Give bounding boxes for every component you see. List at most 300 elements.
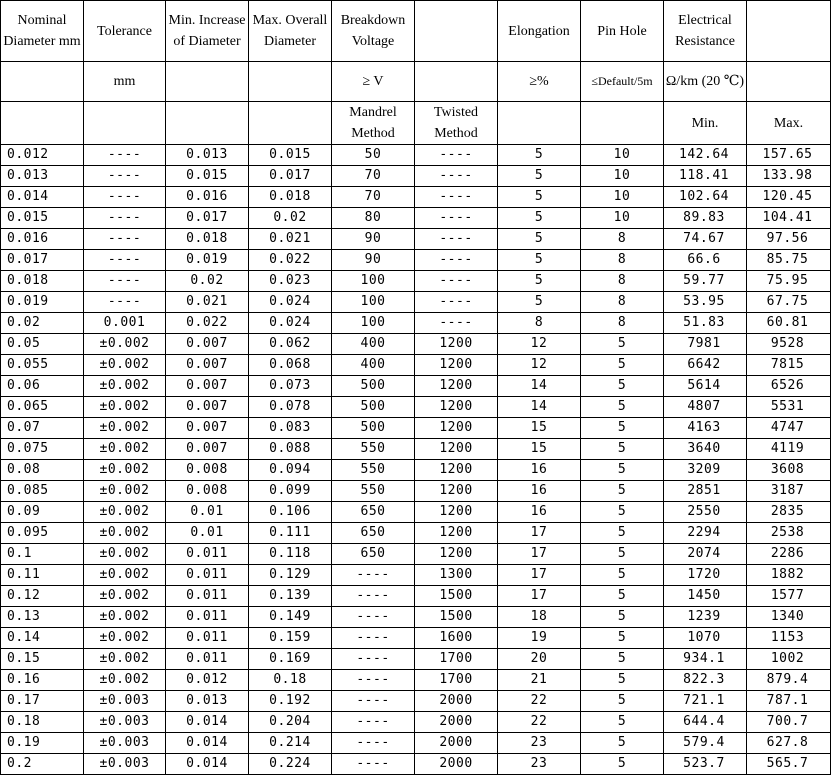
cell-nominal-diameter: 0.07 xyxy=(1,418,84,439)
cell-nominal-diameter: 0.016 xyxy=(1,229,84,250)
header-electrical-resistance: Electrical Resistance xyxy=(664,1,747,62)
table-row xyxy=(1,376,831,397)
table-row xyxy=(1,607,831,628)
cell-resistance-min: 2550 xyxy=(664,502,747,523)
cell-max-overall: 0.111 xyxy=(249,523,332,544)
cell-pin-hole: 5 xyxy=(581,544,664,565)
cell-tolerance: ---- xyxy=(84,145,166,166)
cell-nominal-diameter: 0.085 xyxy=(1,481,84,502)
cell-pin-hole: 5 xyxy=(581,649,664,670)
cell-pin-hole: 5 xyxy=(581,670,664,691)
cell-mandrel-voltage: 400 xyxy=(332,334,415,355)
cell-nominal-diameter: 0.014 xyxy=(1,187,84,208)
header-blank xyxy=(581,102,664,145)
table-row xyxy=(1,397,831,418)
cell-resistance-min: 3640 xyxy=(664,439,747,460)
cell-resistance-max: 879.4 xyxy=(747,670,831,691)
cell-max-overall: 0.099 xyxy=(249,481,332,502)
cell-elongation: 22 xyxy=(498,691,581,712)
cell-tolerance: ±0.002 xyxy=(84,502,166,523)
cell-mandrel-voltage: ---- xyxy=(332,712,415,733)
cell-twisted-voltage: 1700 xyxy=(415,649,498,670)
cell-min-increase: 0.022 xyxy=(166,313,249,334)
cell-resistance-min: 2851 xyxy=(664,481,747,502)
cell-resistance-min: 7981 xyxy=(664,334,747,355)
header-blank xyxy=(747,62,831,102)
cell-nominal-diameter: 0.019 xyxy=(1,292,84,313)
cell-elongation: 20 xyxy=(498,649,581,670)
cell-resistance-min: 142.64 xyxy=(664,145,747,166)
table-row xyxy=(1,418,831,439)
cell-mandrel-voltage: 50 xyxy=(332,145,415,166)
cell-mandrel-voltage: 500 xyxy=(332,397,415,418)
cell-nominal-diameter: 0.06 xyxy=(1,376,84,397)
header-min-increase: Min. Increase of Diameter xyxy=(166,1,249,62)
header-blank xyxy=(747,1,831,62)
cell-tolerance: ---- xyxy=(84,250,166,271)
header-blank xyxy=(249,62,332,102)
header-max-overall: Max. Overall Diameter xyxy=(249,1,332,62)
cell-resistance-max: 700.7 xyxy=(747,712,831,733)
cell-mandrel-voltage: ---- xyxy=(332,649,415,670)
header-blank xyxy=(84,102,166,145)
cell-twisted-voltage: ---- xyxy=(415,250,498,271)
cell-nominal-diameter: 0.015 xyxy=(1,208,84,229)
cell-resistance-max: 2286 xyxy=(747,544,831,565)
table-row xyxy=(1,523,831,544)
cell-tolerance: ---- xyxy=(84,229,166,250)
cell-tolerance: ±0.002 xyxy=(84,544,166,565)
cell-min-increase: 0.008 xyxy=(166,481,249,502)
cell-mandrel-voltage: ---- xyxy=(332,607,415,628)
table-row xyxy=(1,565,831,586)
cell-twisted-voltage: ---- xyxy=(415,292,498,313)
cell-elongation: 5 xyxy=(498,292,581,313)
cell-pin-hole: 10 xyxy=(581,166,664,187)
cell-nominal-diameter: 0.02 xyxy=(1,313,84,334)
cell-elongation: 5 xyxy=(498,229,581,250)
cell-min-increase: 0.007 xyxy=(166,439,249,460)
cell-mandrel-voltage: ---- xyxy=(332,691,415,712)
cell-min-increase: 0.007 xyxy=(166,376,249,397)
header-row-2 xyxy=(1,62,831,102)
cell-min-increase: 0.014 xyxy=(166,712,249,733)
header-resistance-unit: Ω/km (20 ℃) xyxy=(664,62,747,102)
cell-min-increase: 0.013 xyxy=(166,145,249,166)
cell-pin-hole: 10 xyxy=(581,145,664,166)
table-row xyxy=(1,502,831,523)
cell-max-overall: 0.204 xyxy=(249,712,332,733)
cell-tolerance: ---- xyxy=(84,292,166,313)
cell-resistance-min: 1070 xyxy=(664,628,747,649)
cell-resistance-min: 644.4 xyxy=(664,712,747,733)
cell-pin-hole: 5 xyxy=(581,691,664,712)
cell-resistance-min: 1450 xyxy=(664,586,747,607)
cell-mandrel-voltage: ---- xyxy=(332,586,415,607)
cell-tolerance: ---- xyxy=(84,166,166,187)
cell-max-overall: 0.021 xyxy=(249,229,332,250)
cell-nominal-diameter: 0.09 xyxy=(1,502,84,523)
cell-tolerance: ±0.002 xyxy=(84,418,166,439)
cell-min-increase: 0.01 xyxy=(166,523,249,544)
cell-min-increase: 0.011 xyxy=(166,586,249,607)
cell-tolerance: 0.001 xyxy=(84,313,166,334)
cell-max-overall: 0.02 xyxy=(249,208,332,229)
cell-elongation: 17 xyxy=(498,586,581,607)
cell-twisted-voltage: 2000 xyxy=(415,691,498,712)
cell-resistance-max: 9528 xyxy=(747,334,831,355)
cell-mandrel-voltage: 100 xyxy=(332,292,415,313)
cell-tolerance: ±0.003 xyxy=(84,691,166,712)
cell-resistance-max: 6526 xyxy=(747,376,831,397)
cell-resistance-min: 51.83 xyxy=(664,313,747,334)
header-blank xyxy=(415,62,498,102)
cell-tolerance: ±0.002 xyxy=(84,649,166,670)
table-row xyxy=(1,544,831,565)
header-mandrel-method: Mandrel Method xyxy=(332,102,415,145)
cell-mandrel-voltage: ---- xyxy=(332,733,415,754)
cell-min-increase: 0.018 xyxy=(166,229,249,250)
header-blank xyxy=(498,102,581,145)
cell-resistance-min: 2074 xyxy=(664,544,747,565)
cell-resistance-max: 565.7 xyxy=(747,754,831,775)
cell-max-overall: 0.022 xyxy=(249,250,332,271)
cell-max-overall: 0.149 xyxy=(249,607,332,628)
cell-mandrel-voltage: 650 xyxy=(332,523,415,544)
cell-twisted-voltage: ---- xyxy=(415,229,498,250)
cell-resistance-max: 2835 xyxy=(747,502,831,523)
cell-mandrel-voltage: 70 xyxy=(332,187,415,208)
table-row xyxy=(1,355,831,376)
cell-mandrel-voltage: ---- xyxy=(332,670,415,691)
table-row xyxy=(1,670,831,691)
cell-nominal-diameter: 0.19 xyxy=(1,733,84,754)
cell-max-overall: 0.018 xyxy=(249,187,332,208)
header-tolerance: Tolerance xyxy=(84,1,166,62)
cell-twisted-voltage: ---- xyxy=(415,187,498,208)
cell-pin-hole: 5 xyxy=(581,607,664,628)
cell-elongation: 16 xyxy=(498,460,581,481)
cell-elongation: 21 xyxy=(498,670,581,691)
cell-mandrel-voltage: 90 xyxy=(332,250,415,271)
header-blank xyxy=(1,62,84,102)
cell-max-overall: 0.224 xyxy=(249,754,332,775)
cell-nominal-diameter: 0.05 xyxy=(1,334,84,355)
cell-resistance-min: 1239 xyxy=(664,607,747,628)
header-elongation-unit: ≥% xyxy=(498,62,581,102)
cell-mandrel-voltage: 400 xyxy=(332,355,415,376)
cell-mandrel-voltage: 500 xyxy=(332,418,415,439)
cell-resistance-max: 4119 xyxy=(747,439,831,460)
cell-max-overall: 0.106 xyxy=(249,502,332,523)
cell-resistance-min: 579.4 xyxy=(664,733,747,754)
header-twisted-method: Twisted Method xyxy=(415,102,498,145)
cell-min-increase: 0.012 xyxy=(166,670,249,691)
cell-max-overall: 0.062 xyxy=(249,334,332,355)
header-nominal-diameter: Nominal Diameter mm xyxy=(1,1,84,62)
cell-tolerance: ±0.003 xyxy=(84,712,166,733)
cell-twisted-voltage: ---- xyxy=(415,145,498,166)
table-row xyxy=(1,649,831,670)
cell-tolerance: ±0.002 xyxy=(84,481,166,502)
cell-tolerance: ±0.002 xyxy=(84,439,166,460)
cell-mandrel-voltage: ---- xyxy=(332,565,415,586)
cell-resistance-min: 523.7 xyxy=(664,754,747,775)
cell-pin-hole: 5 xyxy=(581,565,664,586)
cell-mandrel-voltage: 80 xyxy=(332,208,415,229)
cell-twisted-voltage: 1200 xyxy=(415,502,498,523)
cell-max-overall: 0.18 xyxy=(249,670,332,691)
cell-twisted-voltage: 2000 xyxy=(415,754,498,775)
cell-twisted-voltage: ---- xyxy=(415,313,498,334)
cell-tolerance: ---- xyxy=(84,271,166,292)
cell-mandrel-voltage: 70 xyxy=(332,166,415,187)
cell-nominal-diameter: 0.1 xyxy=(1,544,84,565)
cell-tolerance: ±0.002 xyxy=(84,334,166,355)
cell-nominal-diameter: 0.013 xyxy=(1,166,84,187)
table-row xyxy=(1,187,831,208)
cell-tolerance: ±0.002 xyxy=(84,460,166,481)
cell-max-overall: 0.118 xyxy=(249,544,332,565)
cell-resistance-max: 1577 xyxy=(747,586,831,607)
cell-elongation: 16 xyxy=(498,481,581,502)
cell-resistance-max: 5531 xyxy=(747,397,831,418)
cell-pin-hole: 5 xyxy=(581,754,664,775)
cell-resistance-max: 1882 xyxy=(747,565,831,586)
cell-resistance-min: 4163 xyxy=(664,418,747,439)
cell-twisted-voltage: 1200 xyxy=(415,355,498,376)
table-row xyxy=(1,712,831,733)
cell-mandrel-voltage: 550 xyxy=(332,481,415,502)
cell-nominal-diameter: 0.15 xyxy=(1,649,84,670)
table-row xyxy=(1,250,831,271)
cell-tolerance: ±0.003 xyxy=(84,754,166,775)
cell-twisted-voltage: 1200 xyxy=(415,460,498,481)
table-row xyxy=(1,313,831,334)
cell-elongation: 23 xyxy=(498,754,581,775)
cell-resistance-min: 66.6 xyxy=(664,250,747,271)
cell-pin-hole: 8 xyxy=(581,271,664,292)
cell-max-overall: 0.024 xyxy=(249,292,332,313)
cell-resistance-max: 97.56 xyxy=(747,229,831,250)
table-row xyxy=(1,628,831,649)
cell-tolerance: ±0.002 xyxy=(84,565,166,586)
cell-min-increase: 0.013 xyxy=(166,691,249,712)
cell-resistance-max: 157.65 xyxy=(747,145,831,166)
cell-pin-hole: 5 xyxy=(581,733,664,754)
cell-tolerance: ±0.002 xyxy=(84,586,166,607)
cell-elongation: 15 xyxy=(498,439,581,460)
cell-elongation: 5 xyxy=(498,187,581,208)
cell-pin-hole: 5 xyxy=(581,418,664,439)
header-breakdown-unit: ≥ V xyxy=(332,62,415,102)
cell-pin-hole: 5 xyxy=(581,586,664,607)
cell-min-increase: 0.011 xyxy=(166,649,249,670)
cell-tolerance: ---- xyxy=(84,208,166,229)
cell-min-increase: 0.007 xyxy=(166,334,249,355)
cell-resistance-max: 120.45 xyxy=(747,187,831,208)
cell-nominal-diameter: 0.018 xyxy=(1,271,84,292)
cell-twisted-voltage: 1200 xyxy=(415,544,498,565)
cell-elongation: 17 xyxy=(498,565,581,586)
cell-elongation: 5 xyxy=(498,271,581,292)
cell-min-increase: 0.02 xyxy=(166,271,249,292)
cell-mandrel-voltage: 650 xyxy=(332,544,415,565)
cell-pin-hole: 8 xyxy=(581,292,664,313)
cell-mandrel-voltage: 550 xyxy=(332,460,415,481)
cell-resistance-min: 102.64 xyxy=(664,187,747,208)
cell-min-increase: 0.019 xyxy=(166,250,249,271)
cell-resistance-min: 3209 xyxy=(664,460,747,481)
cell-tolerance: ±0.003 xyxy=(84,733,166,754)
cell-pin-hole: 5 xyxy=(581,355,664,376)
cell-nominal-diameter: 0.012 xyxy=(1,145,84,166)
cell-twisted-voltage: ---- xyxy=(415,271,498,292)
cell-resistance-min: 89.83 xyxy=(664,208,747,229)
cell-min-increase: 0.007 xyxy=(166,418,249,439)
cell-resistance-min: 74.67 xyxy=(664,229,747,250)
cell-mandrel-voltage: 90 xyxy=(332,229,415,250)
cell-resistance-max: 1153 xyxy=(747,628,831,649)
cell-pin-hole: 10 xyxy=(581,187,664,208)
cell-max-overall: 0.078 xyxy=(249,397,332,418)
header-pin-hole: Pin Hole xyxy=(581,1,664,62)
cell-elongation: 12 xyxy=(498,334,581,355)
header-res-max: Max. xyxy=(747,102,831,145)
cell-max-overall: 0.023 xyxy=(249,271,332,292)
cell-twisted-voltage: 1200 xyxy=(415,418,498,439)
cell-nominal-diameter: 0.18 xyxy=(1,712,84,733)
cell-nominal-diameter: 0.055 xyxy=(1,355,84,376)
header-blank xyxy=(415,1,498,62)
cell-nominal-diameter: 0.017 xyxy=(1,250,84,271)
cell-min-increase: 0.017 xyxy=(166,208,249,229)
header-blank xyxy=(249,102,332,145)
table-row xyxy=(1,229,831,250)
table-row xyxy=(1,208,831,229)
cell-max-overall: 0.129 xyxy=(249,565,332,586)
cell-nominal-diameter: 0.14 xyxy=(1,628,84,649)
cell-tolerance: ---- xyxy=(84,187,166,208)
cell-max-overall: 0.073 xyxy=(249,376,332,397)
table-row xyxy=(1,334,831,355)
cell-twisted-voltage: ---- xyxy=(415,166,498,187)
cell-pin-hole: 5 xyxy=(581,502,664,523)
table-row xyxy=(1,166,831,187)
cell-max-overall: 0.214 xyxy=(249,733,332,754)
cell-twisted-voltage: 1200 xyxy=(415,439,498,460)
cell-elongation: 14 xyxy=(498,397,581,418)
cell-nominal-diameter: 0.13 xyxy=(1,607,84,628)
cell-max-overall: 0.094 xyxy=(249,460,332,481)
cell-resistance-max: 1340 xyxy=(747,607,831,628)
cell-resistance-min: 822.3 xyxy=(664,670,747,691)
cell-resistance-max: 4747 xyxy=(747,418,831,439)
header-tolerance-unit: mm xyxy=(84,62,166,102)
cell-elongation: 5 xyxy=(498,145,581,166)
cell-mandrel-voltage: 650 xyxy=(332,502,415,523)
header-row-3 xyxy=(1,102,831,145)
cell-nominal-diameter: 0.2 xyxy=(1,754,84,775)
header-blank xyxy=(166,62,249,102)
table-row xyxy=(1,586,831,607)
table-row xyxy=(1,733,831,754)
cell-resistance-min: 6642 xyxy=(664,355,747,376)
cell-resistance-min: 53.95 xyxy=(664,292,747,313)
cell-elongation: 15 xyxy=(498,418,581,439)
cell-max-overall: 0.192 xyxy=(249,691,332,712)
cell-elongation: 8 xyxy=(498,313,581,334)
cell-resistance-min: 1720 xyxy=(664,565,747,586)
cell-resistance-min: 934.1 xyxy=(664,649,747,670)
cell-pin-hole: 5 xyxy=(581,481,664,502)
cell-pin-hole: 5 xyxy=(581,334,664,355)
table-row xyxy=(1,439,831,460)
cell-resistance-min: 59.77 xyxy=(664,271,747,292)
cell-nominal-diameter: 0.065 xyxy=(1,397,84,418)
cell-tolerance: ±0.002 xyxy=(84,607,166,628)
cell-resistance-max: 133.98 xyxy=(747,166,831,187)
cell-twisted-voltage: 1200 xyxy=(415,481,498,502)
cell-tolerance: ±0.002 xyxy=(84,670,166,691)
cell-twisted-voltage: 1700 xyxy=(415,670,498,691)
cell-max-overall: 0.068 xyxy=(249,355,332,376)
header-elongation: Elongation xyxy=(498,1,581,62)
cell-max-overall: 0.083 xyxy=(249,418,332,439)
cell-elongation: 22 xyxy=(498,712,581,733)
cell-min-increase: 0.011 xyxy=(166,544,249,565)
cell-elongation: 23 xyxy=(498,733,581,754)
cell-mandrel-voltage: 100 xyxy=(332,271,415,292)
cell-tolerance: ±0.002 xyxy=(84,397,166,418)
cell-pin-hole: 5 xyxy=(581,460,664,481)
cell-max-overall: 0.159 xyxy=(249,628,332,649)
cell-resistance-min: 5614 xyxy=(664,376,747,397)
table-row xyxy=(1,481,831,502)
cell-mandrel-voltage: ---- xyxy=(332,628,415,649)
cell-mandrel-voltage: ---- xyxy=(332,754,415,775)
cell-resistance-max: 75.95 xyxy=(747,271,831,292)
table-row xyxy=(1,145,831,166)
cell-elongation: 5 xyxy=(498,208,581,229)
header-breakdown-voltage: Breakdown Voltage xyxy=(332,1,415,62)
cell-min-increase: 0.007 xyxy=(166,355,249,376)
cell-min-increase: 0.008 xyxy=(166,460,249,481)
cell-resistance-min: 4807 xyxy=(664,397,747,418)
table-row xyxy=(1,754,831,775)
cell-nominal-diameter: 0.16 xyxy=(1,670,84,691)
cell-mandrel-voltage: 100 xyxy=(332,313,415,334)
cell-resistance-min: 118.41 xyxy=(664,166,747,187)
cell-nominal-diameter: 0.075 xyxy=(1,439,84,460)
cell-twisted-voltage: 1300 xyxy=(415,565,498,586)
cell-max-overall: 0.017 xyxy=(249,166,332,187)
cell-nominal-diameter: 0.17 xyxy=(1,691,84,712)
cell-min-increase: 0.014 xyxy=(166,733,249,754)
cell-min-increase: 0.014 xyxy=(166,754,249,775)
header-row-1 xyxy=(1,1,831,62)
cell-tolerance: ±0.002 xyxy=(84,376,166,397)
cell-twisted-voltage: 2000 xyxy=(415,733,498,754)
cell-min-increase: 0.021 xyxy=(166,292,249,313)
cell-resistance-max: 7815 xyxy=(747,355,831,376)
cell-min-increase: 0.016 xyxy=(166,187,249,208)
cell-resistance-min: 721.1 xyxy=(664,691,747,712)
cell-tolerance: ±0.002 xyxy=(84,628,166,649)
cell-elongation: 16 xyxy=(498,502,581,523)
cell-pin-hole: 5 xyxy=(581,439,664,460)
table-row xyxy=(1,271,831,292)
